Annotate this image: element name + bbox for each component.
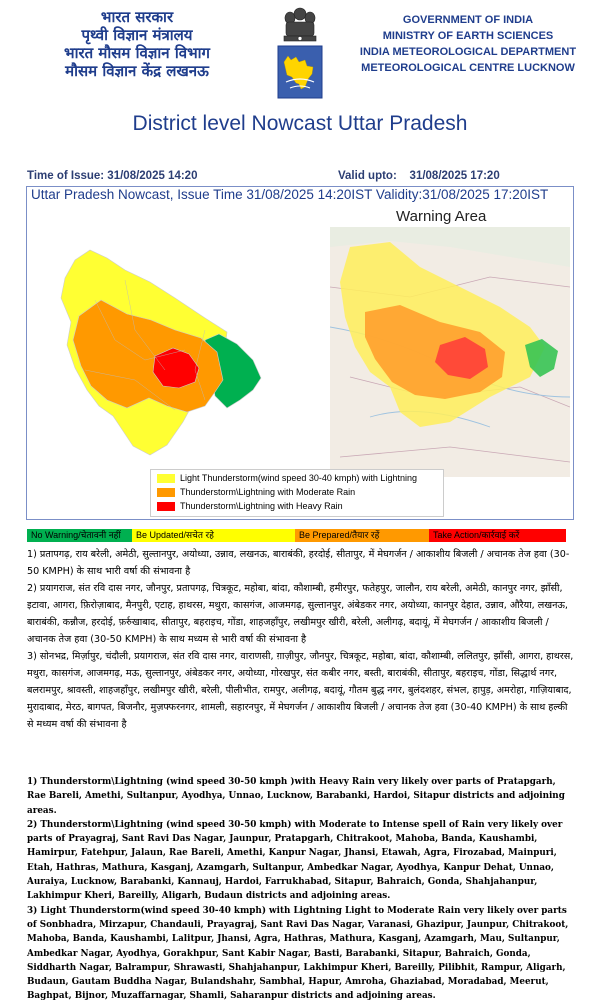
header-hindi [22, 8, 252, 80]
legend-swatch [157, 502, 175, 511]
up-warning-map [55, 240, 265, 460]
header-english-line: MINISTRY OF EARTH SCIENCES [382, 30, 554, 42]
hindi-forecast-text [27, 546, 575, 733]
legend-item [157, 487, 355, 497]
legend-swatch [157, 488, 175, 497]
legend-label: Thunderstorm\Lightning with Moderate Rain [180, 487, 356, 497]
page-title: District level Nowcast Uttar Pradesh [132, 112, 468, 135]
english-paragraph: 1) Thunderstorm\Lightning (wind speed 30-50 kmph )with Heavy Rain very likely over parts of Pratapgarh, Rae Bareli, Amethi, Sultanpur, Ayodhya, Unnao, Lucknow, Barabanki, Hardoi, Sitapur districts and adjoining areas. [27, 777, 565, 816]
map-legend [150, 469, 444, 517]
warning-level-orange: Be Prepared/तैयार रहें [295, 529, 429, 542]
hindi-paragraph: 2) प्रयागराज, संत रवि दास नगर, जौनपुर, प्रतापगढ़, चित्रकूट, महोबा, बांदा, कौशाम्बी, हमीरपुर, फतेहपुर, जालौन, राय बरेली, अमेठी, कानपुर नगर, झाँसी, इटावा, आगरा, फ़िरोज़ाबाद, मैनपुरी, एटाह, हाथरस, मथुरा, कासगंज, आजमगढ़, सुल्तानपुर, अंबेडकर नगर, अयोध्या, कानपुर देहात, उन्नाव, औरैया, लखनऊ, बाराबंकी, कन्नौज, हरदोई, फ़र्रुखाबाद, सीतापुर, बहराइच, गोंडा, शाहजहाँपुर, लखीमपुर खीरी, बरेली, अलीगढ़, बदायूं, में मेघगर्जन / आकाशीय बिजली / अचानक तेज हवा (30-50 KMPH) के साथ मध्यम से भारी वर्षा की संभावना है [27, 583, 568, 645]
english-paragraph: 2) Thunderstorm\Lightning (wind speed 30-50 kmph) with Moderate to Intense spell of Rain very likely over parts of Prayagraj, Sant Ravi Das Nagar, Jaunpur, Pratapgarh, Chitrakoot, Mahoba, Banda, Kaushambi, Hamirpur, Fatehpur, Jalaun, Rae Bareli, Amethi, Kanpur Nagar, Jhansi, Etawah, Agra, Firozabad, Mainpuri, Etah, Hathras, Mathura, Kasganj, Azamgarh, Sultanpur, Ambedkar Nagar, Ayodhya, Kanpur Dehat, Unnao, Auraiya, Lucknow, Barabanki, Kannauj, Hardoi, Farrukhabad, Sitapur, Bahraich, Gonda, Shahjahanpur, Lakhimpur Kheri, Bareilly, Aligarh, Budaun districts and adjoining areas. [27, 819, 563, 902]
warning-level-red: Take Action/कार्रवाई करें [429, 529, 566, 542]
map-header: Uttar Pradesh Nowcast, Issue Time 31/08/2025 14:20IST Validity:31/08/2025 17:20IST [31, 187, 549, 202]
warning-level-green: No Warning/चेतावनी नहीं [27, 529, 132, 542]
header-english-line: METEOROLOGICAL CENTRE LUCKNOW [361, 62, 575, 74]
issue-time: Time of Issue: 31/08/2025 14:20 [27, 170, 198, 182]
legend-label: Light Thunderstorm(wind speed 30-40 kmph) with Lightning [180, 473, 417, 483]
english-paragraph: 3) Light Thunderstorm(wind speed 30-40 kmph) with Lightning Light to Moderate Rain very likely over parts of Sonbhadra, Mirzapur, Chandauli, Prayagraj, Sant Ravi Das Nagar, Varanasi, Ghazipur, Jaunpur, Chitrakoot, Mahoba, Banda, Kaushambi, Lalitpur, Jhansi, Agra, Hathras, Mathura, Kasganj, Azamgarh, Mau, Sultanpur, Ambedkar Nagar, Ayodhya, Gorakhpur, Sant Kabir Nagar, Basti, Barabanki, Sitapur, Bahraich, Gonda, Siddharth Nagar, Balrampur, Shrawasti, Shahjahanpur, Lakhimpur Kheri, Bareilly, Pilibhit, Rampur, Aligarh, Budaun, Gautam Buddha Nagar, Bulandshahr, Sambhal, Hapur, Amroha, Ghaziabad, Moradabad, Meerut, Baghpat, Bijnor, Muzaffarnagar, Shamli, Saharanpur districts and adjoining areas. [27, 905, 569, 1002]
legend-swatch [157, 474, 175, 483]
warning-level-bar [27, 529, 566, 542]
legend-item [157, 473, 417, 483]
header-hindi-line: भारत सरकार [100, 8, 174, 26]
warning-area-title: Warning Area [396, 208, 487, 225]
hindi-paragraph: 3) सोनभद्र, मिर्ज़ापुर, चंदौली, प्रयागराज, संत रवि दास नगर, वाराणसी, ग़ाज़ीपुर, जौनपुर, चित्रकूट, महोबा, बांदा, कौशाम्बी, ललितपुर, झाँसी, आगरा, हाथरस, मथुरा, कासगंज, आजमगढ़, मऊ, सुल्तानपुर, अंबेडकर नगर, अयोध्या, गोरखपुर, संत कबीर नगर, बस्ती, बाराबंकी, सीतापुर, बहराइच, गोंडा, सिद्धार्थ नगर, बलरामपुर, श्रावस्ती, शाहजहाँपुर, लखीमपुर खीरी, बरेली, पीलीभीत, रामपुर, अलीगढ़, बदायूं, गौतम बुद्ध नगर, बुलंदशहर, संभल, हापुड़, अमरोहा, गाज़ियाबाद, मुरादाबाद, मेरठ, बागपत, बिजनौर, मुज़फ्फरनगर, शामली, सहारनपुर, में मेघगर्जन / आकाशीय बिजली / अचानक तेज हवा (30-40 KMPH) के साथ हल्की से मध्यम वर्षा की संभावना है [27, 651, 574, 730]
national-emblem-icon [276, 2, 324, 100]
legend-item [157, 501, 343, 511]
header-english [348, 12, 588, 76]
header-hindi-line: पृथ्वी विज्ञान मंत्रालय [81, 26, 193, 44]
header-english-line: INDIA METEOROLOGICAL DEPARTMENT [359, 46, 577, 58]
warning-area-basemap [330, 227, 570, 477]
english-forecast-text [27, 775, 575, 1004]
valid-upto: Valid upto: 31/08/2025 17:20 [338, 170, 500, 182]
header-english-line: GOVERNMENT OF INDIA [402, 14, 534, 26]
hindi-paragraph: 1) प्रतापगढ़, राय बरेली, अमेठी, सुल्तानपुर, अयोध्या, उन्नाव, लखनऊ, बाराबंकी, हरदोई, सीतापुर, में मेघगर्जन / आकाशीय बिजली / अचानक तेज हवा (30-50 KMPH) के साथ भारी वर्षा की संभावना है [27, 549, 570, 577]
legend-label: Thunderstorm\Lightning with Heavy Rain [180, 501, 343, 511]
header-hindi-line: मौसम विज्ञान केंद्र लखनऊ [65, 62, 209, 80]
warning-level-yellow: Be Updated/सचेत रहे [132, 529, 295, 542]
header-hindi-line: भारत मौसम विज्ञान विभाग [64, 44, 210, 62]
